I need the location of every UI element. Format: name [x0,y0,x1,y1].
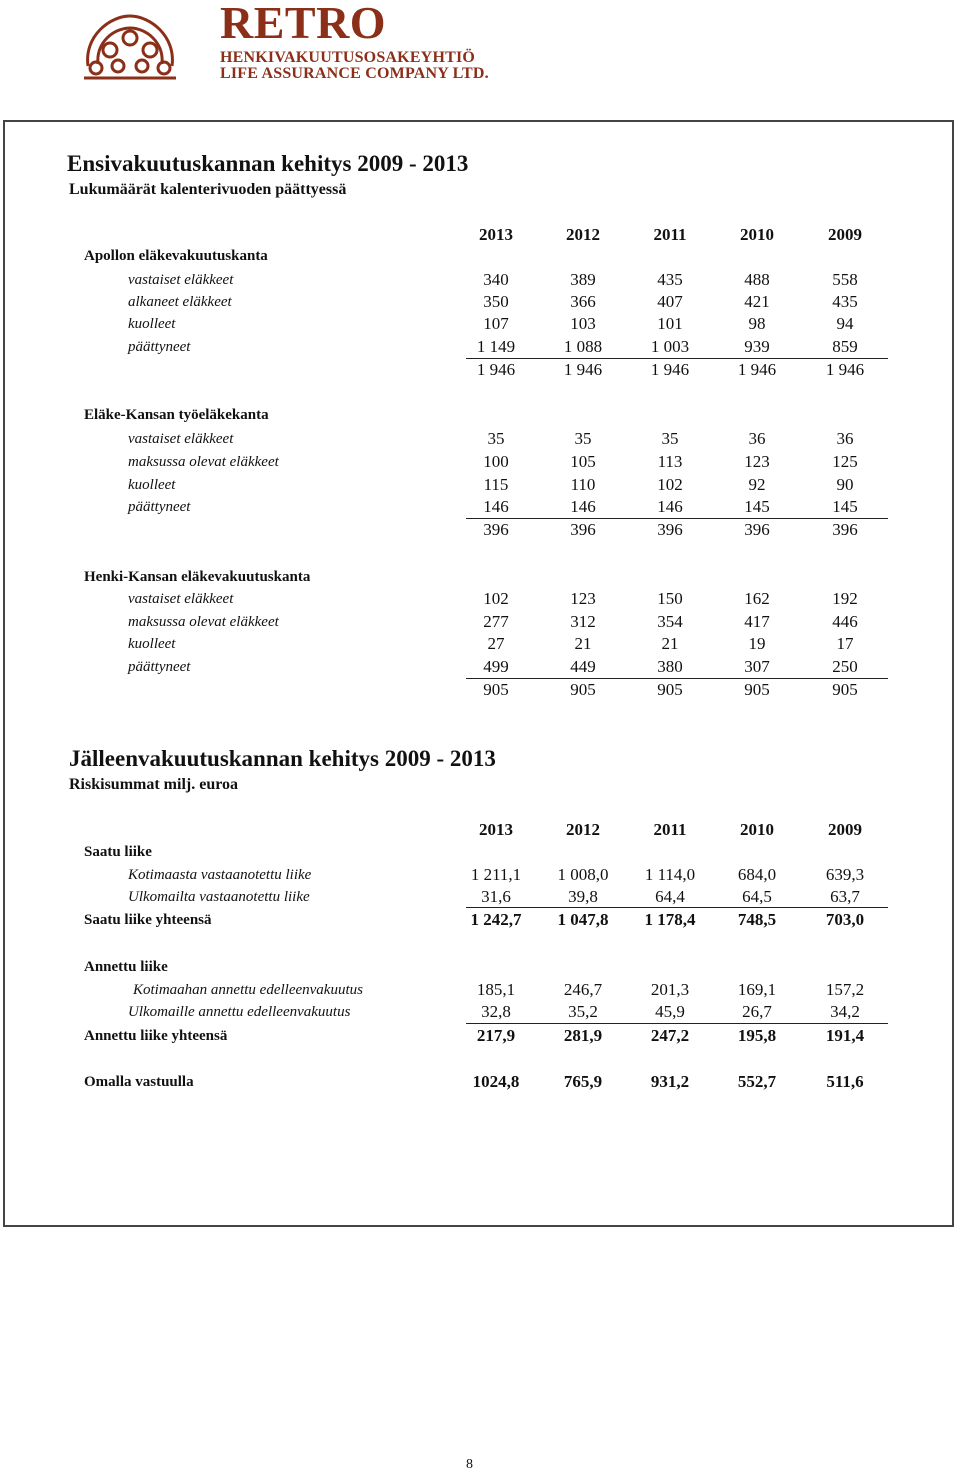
net-label: Omalla vastuulla [84,1074,194,1090]
table-row [0,864,960,886]
total-cell: 396 [657,520,683,539]
cell: 417 [744,612,770,631]
section1-subtitle: Lukumäärät kalenterivuoden päättyessä [69,181,347,198]
cell: 21 [574,634,592,653]
cell: 36 [748,429,766,448]
table-row [0,269,960,291]
cell: 277 [483,612,509,631]
group-name: Henki-Kansan eläkevakuutuskanta [84,569,311,585]
total-cell: 1 946 [737,360,777,379]
row-label: Ulkomaille annettu edelleenvakuutus [128,1004,351,1020]
group-heading [0,404,960,426]
sum-rule [466,1023,888,1024]
total-cell: 1 047,8 [557,910,609,929]
sum-rule [466,907,888,908]
cell: 101 [657,314,683,333]
group-heading [0,841,960,863]
cell: 1 003 [650,337,690,356]
table-row [0,496,960,518]
year-col-2: 2012 [566,820,600,839]
total-cell: 1 946 [476,360,516,379]
net-cell: 1024,8 [472,1072,520,1091]
group-heading [0,956,960,978]
row-label: Kotimaasta vastaanotettu liike [128,867,312,883]
total-cell: 905 [744,680,770,699]
cell: 157,2 [825,980,865,999]
table-row [0,291,960,313]
cell: 27 [487,634,505,653]
cell: 92 [748,475,766,494]
row-label: Ulkomailta vastaanotettu liike [128,889,310,905]
table-row [0,588,960,610]
row-label: vastaiset eläkkeet [128,431,234,447]
total-cell: 281,9 [563,1026,603,1045]
total-cell: 905 [832,680,858,699]
row-label: päättyneet [128,339,191,355]
table-row [0,451,960,473]
cell: 340 [483,270,509,289]
row-label: kuolleet [128,316,176,332]
cell: 98 [748,314,766,333]
cell: 449 [570,657,596,676]
total-cell: 905 [483,680,509,699]
cell: 36 [836,429,854,448]
cell: 684,0 [737,865,777,884]
year-col-1: 2013 [479,225,513,244]
cell: 488 [744,270,770,289]
group-heading [0,245,960,267]
row-label: Kotimaahan annettu edelleenvakuutus [133,982,363,998]
year-col-4: 2010 [740,820,774,839]
brand-line-en: LIFE ASSURANCE COMPANY LTD. [220,65,489,82]
total-cell: 247,2 [650,1026,690,1045]
row-label: päättyneet [128,499,191,515]
cell: 366 [570,292,596,311]
total-cell: 217,9 [476,1026,516,1045]
cell: 421 [744,292,770,311]
group-name: Eläke-Kansan työeläkekanta [84,407,269,423]
cell: 150 [657,589,683,608]
cell: 145 [744,497,770,516]
cell: 162 [744,589,770,608]
group-heading [0,566,960,588]
total-cell: 396 [483,520,509,539]
row-label: vastaiset eläkkeet [128,272,234,288]
net-cell: 511,6 [826,1072,864,1091]
cell: 63,7 [830,887,860,906]
cell: 1 008,0 [557,865,609,884]
group-name: Saatu liike [84,844,152,860]
cell: 307 [744,657,770,676]
net-row [0,1071,960,1093]
cell: 192 [832,589,858,608]
table-row [0,886,960,908]
cell: 246,7 [563,980,603,999]
row-label: kuolleet [128,636,176,652]
cell: 103 [570,314,596,333]
cell: 1 088 [563,337,603,356]
total-cell: 1 178,4 [644,910,696,929]
total-cell: 748,5 [737,910,777,929]
total-cell: 396 [570,520,596,539]
cell: 380 [657,657,683,676]
total-row [0,1025,960,1047]
table-row [0,633,960,655]
cell: 100 [483,452,509,471]
cell: 64,4 [655,887,685,906]
cell: 185,1 [476,980,516,999]
cell: 105 [570,452,596,471]
year-col-1: 2013 [479,820,513,839]
net-cell: 552,7 [737,1072,777,1091]
year-col-5: 2009 [828,225,862,244]
cell: 35 [487,429,505,448]
cell: 435 [832,292,858,311]
cell: 94 [836,314,854,333]
brand-name: RETRO [220,0,387,48]
group-name: Apollon eläkevakuutuskanta [84,248,268,264]
row-label: maksussa olevat eläkkeet [128,614,279,630]
company-logo-icon [80,6,180,84]
table-row [0,336,960,358]
table-row [0,1001,960,1023]
total-cell: 396 [832,520,858,539]
year-col-3: 2011 [653,225,687,244]
net-cell: 765,9 [563,1072,603,1091]
cell: 102 [657,475,683,494]
cell: 123 [744,452,770,471]
total-cell: 396 [744,520,770,539]
cell: 639,3 [825,865,865,884]
cell: 499 [483,657,509,676]
section2-year-header [0,819,960,841]
cell: 32,8 [481,1002,511,1021]
row-label: vastaiset eläkkeet [128,591,234,607]
table-row [0,979,960,1001]
total-cell: 905 [657,680,683,699]
cell: 146 [657,497,683,516]
cell: 446 [832,612,858,631]
cell: 19 [748,634,766,653]
cell: 107 [483,314,509,333]
year-col-2: 2012 [566,225,600,244]
total-cell: 1 946 [563,360,603,379]
cell: 389 [570,270,596,289]
cell: 90 [836,475,854,494]
group-name: Annettu liike [84,959,168,975]
cell: 45,9 [655,1002,685,1021]
cell: 123 [570,589,596,608]
cell: 312 [570,612,596,631]
total-cell: 195,8 [737,1026,777,1045]
cell: 435 [657,270,683,289]
cell: 115 [483,475,509,494]
cell: 17 [836,634,854,653]
total-row [0,359,960,381]
total-cell: 703,0 [825,910,865,929]
cell: 35 [574,429,592,448]
section1-title: Ensivakuutuskannan kehitys 2009 - 2013 [67,151,469,176]
table-row [0,474,960,496]
cell: 113 [657,452,683,471]
cell: 145 [832,497,858,516]
section1-year-header [0,224,960,246]
cell: 35,2 [568,1002,598,1021]
brand-line-fi: HENKIVAKUUTUSOSAKEYHTIÖ [220,49,476,66]
total-cell: 191,4 [825,1026,865,1045]
cell: 1 211,1 [470,865,522,884]
cell: 125 [832,452,858,471]
year-col-5: 2009 [828,820,862,839]
total-row [0,909,960,931]
net-cell: 931,2 [650,1072,690,1091]
cell: 21 [661,634,679,653]
total-cell: 1 946 [650,360,690,379]
cell: 1 114,0 [644,865,696,884]
row-label: maksussa olevat eläkkeet [128,454,279,470]
cell: 146 [483,497,509,516]
year-col-4: 2010 [740,225,774,244]
table-row [0,611,960,633]
cell: 558 [832,270,858,289]
cell: 64,5 [742,887,772,906]
table-row [0,428,960,450]
cell: 354 [657,612,683,631]
cell: 859 [832,337,858,356]
row-label: kuolleet [128,477,176,493]
cell: 350 [483,292,509,311]
total-cell: 1 946 [825,360,865,379]
row-label: päättyneet [128,659,191,675]
row-label: alkaneet eläkkeet [128,294,232,310]
cell: 146 [570,497,596,516]
cell: 110 [570,475,596,494]
table-row [0,313,960,335]
page-number: 8 [466,1457,473,1472]
cell: 35 [661,429,679,448]
cell: 169,1 [737,980,777,999]
cell: 39,8 [568,887,598,906]
total-row [0,679,960,701]
cell: 102 [483,589,509,608]
cell: 26,7 [742,1002,772,1021]
cell: 250 [832,657,858,676]
total-row [0,519,960,541]
cell: 939 [744,337,770,356]
table-row [0,656,960,678]
cell: 201,3 [650,980,690,999]
total-cell: 905 [570,680,596,699]
year-col-3: 2011 [653,820,687,839]
cell: 34,2 [830,1002,860,1021]
cell: 1 149 [476,337,516,356]
total-label: Saatu liike yhteensä [84,912,212,928]
cell: 31,6 [481,887,511,906]
section2-title: Jälleenvakuutuskannan kehitys 2009 - 2013 [69,746,496,771]
total-label: Annettu liike yhteensä [84,1028,228,1044]
section2-subtitle: Riskisummat milj. euroa [69,776,239,793]
total-cell: 1 242,7 [470,910,522,929]
cell: 407 [657,292,683,311]
